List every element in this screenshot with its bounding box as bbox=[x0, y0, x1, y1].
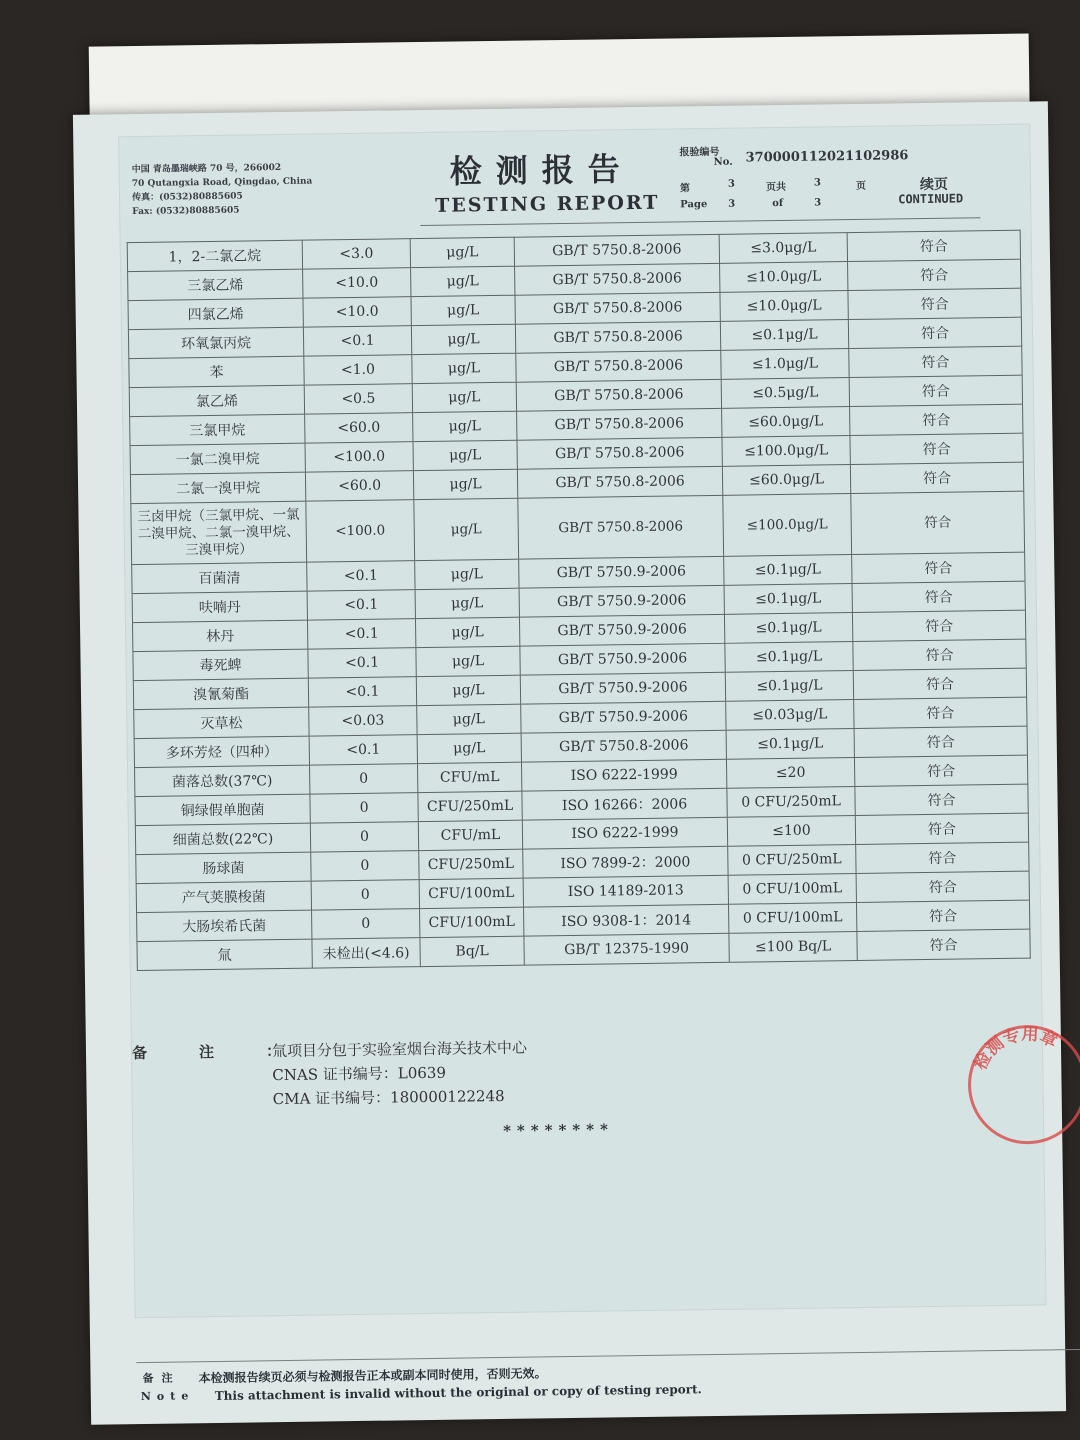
cell-limit: ≤0.1μg/L bbox=[724, 613, 852, 644]
cell-method: GB/T 5750.9-2006 bbox=[519, 556, 724, 588]
cell-item: 林丹 bbox=[132, 620, 307, 651]
cell-item: 环氧氯丙烷 bbox=[128, 327, 303, 358]
cell-verdict: 符合 bbox=[856, 842, 1029, 873]
cell-item: 苯 bbox=[129, 356, 304, 387]
cell-limit: ≤1.0μg/L bbox=[721, 349, 849, 380]
cell-method: GB/T 5750.9-2006 bbox=[521, 701, 726, 733]
total-pages-en: 3 bbox=[814, 197, 822, 209]
cell-method: GB/T 5750.8-2006 bbox=[515, 292, 720, 324]
cell-limit: ≤60.0μg/L bbox=[722, 465, 850, 496]
cell-unit: CFU/100mL bbox=[420, 907, 524, 937]
end-of-report-mark: ******** bbox=[503, 1120, 615, 1140]
footer-text-zh: 本检测报告续页必须与检测报告正本或副本同时使用，否则无效。 bbox=[198, 1366, 547, 1386]
remark-line: 氚项目分包于实验室烟台海关技术中心 bbox=[271, 1038, 528, 1061]
cell-limit: ≤0.5μg/L bbox=[721, 378, 849, 409]
cell-limit: ≤100 bbox=[727, 816, 855, 847]
cell-method: GB/T 5750.8-2006 bbox=[514, 234, 719, 266]
svg-text:检测专用章: 检测专用章 bbox=[970, 1024, 1061, 1074]
cell-unit: μg/L bbox=[411, 266, 515, 296]
cell-method: GB/T 5750.8-2006 bbox=[518, 495, 724, 559]
cell-limit: ≤100 Bq/L bbox=[729, 932, 857, 963]
cell-method: GB/T 5750.8-2006 bbox=[516, 350, 721, 382]
cell-unit: CFU/mL bbox=[417, 762, 521, 792]
cell-result: <0.1 bbox=[307, 619, 415, 650]
cell-result: 0 bbox=[310, 793, 418, 824]
cell-limit: ≤0.1μg/L bbox=[724, 555, 852, 586]
cell-verdict: 符合 bbox=[849, 346, 1022, 377]
cell-item: 溴氰菊酯 bbox=[133, 678, 308, 709]
cell-verdict: 符合 bbox=[850, 462, 1023, 493]
cell-item: 一氯二溴甲烷 bbox=[130, 443, 305, 474]
cell-unit: μg/L bbox=[412, 353, 516, 383]
cell-unit: μg/L bbox=[416, 675, 520, 705]
cell-result: 0 bbox=[310, 764, 418, 795]
cell-result: <0.1 bbox=[307, 590, 415, 621]
cell-verdict: 符合 bbox=[848, 259, 1021, 290]
cell-method: GB/T 5750.8-2006 bbox=[521, 730, 726, 762]
address-line: 传真：(0532)80885605 bbox=[131, 191, 243, 204]
cell-unit: Bq/L bbox=[420, 936, 524, 966]
page-footer bbox=[136, 1349, 1047, 1432]
page-number: 3 bbox=[727, 178, 735, 190]
cell-limit: ≤0.03μg/L bbox=[726, 700, 854, 731]
cell-method: GB/T 5750.9-2006 bbox=[519, 614, 724, 646]
cell-method: ISO 16266：2006 bbox=[522, 788, 727, 820]
cell-item: 氯乙烯 bbox=[129, 385, 304, 416]
cell-verdict: 符合 bbox=[848, 288, 1021, 319]
cell-result: <100.0 bbox=[305, 442, 413, 473]
of-label-en: of bbox=[772, 197, 784, 210]
cell-unit: μg/L bbox=[416, 646, 520, 676]
report-title-en: TESTING REPORT bbox=[435, 191, 660, 217]
cell-limit: ≤10.0μg/L bbox=[720, 262, 848, 293]
cell-item: 1，2-二氯乙烷 bbox=[127, 240, 302, 271]
cell-item: 毒死蜱 bbox=[133, 649, 308, 680]
cell-item: 菌落总数(37℃) bbox=[135, 765, 310, 796]
cell-limit: 0 CFU/100mL bbox=[728, 903, 856, 934]
remark-line: CMA 证书编号：180000122248 bbox=[272, 1086, 505, 1109]
cell-verdict: 符合 bbox=[856, 871, 1029, 902]
report-no-label-en: No. bbox=[713, 156, 733, 168]
footer-label-en: Note bbox=[140, 1389, 195, 1404]
cell-method: GB/T 5750.8-2006 bbox=[517, 466, 722, 498]
cell-item: 灭草松 bbox=[134, 707, 309, 738]
cell-unit: μg/L bbox=[415, 559, 519, 589]
cell-result: <0.1 bbox=[303, 326, 411, 357]
cell-result: <0.1 bbox=[308, 648, 416, 679]
cell-item: 呋喃丹 bbox=[132, 591, 307, 622]
cell-result: <0.1 bbox=[308, 677, 416, 708]
footer-label-zh: 备注 bbox=[142, 1371, 181, 1386]
lab-address bbox=[132, 161, 313, 220]
cell-item: 产气荚膜梭菌 bbox=[136, 881, 311, 912]
cell-result: 未检出(<4.6) bbox=[312, 938, 420, 969]
report-no-label-zh: 报验编号 bbox=[679, 146, 720, 159]
cell-method: ISO 9308-1：2014 bbox=[524, 904, 729, 936]
cell-method: GB/T 5750.8-2006 bbox=[515, 321, 720, 353]
cell-method: GB/T 5750.8-2006 bbox=[516, 379, 721, 411]
cell-result: 0 bbox=[312, 909, 420, 940]
page-info-en bbox=[680, 191, 1025, 211]
cell-item: 三卤甲烷（三氯甲烷、一氯二溴甲烷、二氯一溴甲烷、三溴甲烷） bbox=[131, 501, 307, 564]
address-line: Fax: (0532)80885605 bbox=[132, 205, 240, 218]
official-seal-icon bbox=[962, 1019, 1080, 1151]
cell-item: 百菌清 bbox=[132, 562, 307, 593]
cell-verdict: 符合 bbox=[856, 900, 1029, 931]
cell-item: 氚 bbox=[137, 939, 312, 970]
cell-result: <60.0 bbox=[305, 413, 413, 444]
cell-result: <1.0 bbox=[304, 355, 412, 386]
cell-result: 0 bbox=[311, 880, 419, 911]
cell-method: ISO 7899-2：2000 bbox=[523, 846, 728, 878]
cell-method: GB/T 5750.8-2006 bbox=[515, 263, 720, 295]
cell-method: GB/T 5750.9-2006 bbox=[519, 585, 724, 617]
cell-verdict: 符合 bbox=[857, 929, 1030, 960]
cell-limit: ≤0.1μg/L bbox=[725, 642, 853, 673]
cell-limit: ≤0.1μg/L bbox=[725, 671, 853, 702]
cell-unit: μg/L bbox=[413, 411, 517, 441]
cell-verdict: 符合 bbox=[850, 433, 1023, 464]
cell-verdict: 符合 bbox=[853, 668, 1026, 699]
cell-unit: μg/L bbox=[414, 498, 519, 560]
cell-method: ISO 14189-2013 bbox=[523, 875, 728, 907]
cell-unit: μg/L bbox=[417, 733, 521, 763]
address-line: 70 Qutangxia Road, Qingdao, China bbox=[131, 176, 313, 190]
cell-verdict: 符合 bbox=[852, 581, 1025, 612]
cell-limit: ≤0.1μg/L bbox=[720, 320, 848, 351]
cell-item: 细菌总数(22℃) bbox=[135, 823, 310, 854]
cell-result: 0 bbox=[310, 822, 418, 853]
cell-limit: ≤10.0μg/L bbox=[720, 291, 848, 322]
cell-limit: ≤3.0μg/L bbox=[719, 233, 847, 264]
cell-unit: CFU/mL bbox=[418, 820, 522, 850]
cell-verdict: 符合 bbox=[853, 639, 1026, 670]
remark-line: CNAS 证书编号：L0639 bbox=[272, 1063, 447, 1085]
cell-limit: ≤0.1μg/L bbox=[724, 584, 852, 615]
cell-limit: ≤60.0μg/L bbox=[722, 407, 850, 438]
cell-result: <0.03 bbox=[309, 706, 417, 737]
cell-unit: μg/L bbox=[417, 704, 521, 734]
report-title-zh: 检测报告 bbox=[449, 150, 634, 191]
cell-item: 铜绿假单胞菌 bbox=[135, 794, 310, 825]
remarks-label: 备注： bbox=[131, 1041, 334, 1063]
cell-limit: 0 CFU/250mL bbox=[728, 845, 856, 876]
results-table bbox=[127, 230, 1031, 971]
cell-item: 大肠埃希氏菌 bbox=[137, 910, 312, 941]
cell-verdict: 符合 bbox=[854, 697, 1027, 728]
cell-verdict: 符合 bbox=[850, 404, 1023, 435]
total-label-zh: 页共 bbox=[765, 181, 787, 194]
page-info-zh bbox=[679, 175, 1025, 195]
cell-result: <0.1 bbox=[309, 735, 417, 766]
cell-item: 肠球菌 bbox=[136, 852, 311, 883]
total-pages: 3 bbox=[813, 177, 821, 189]
cell-result: <0.5 bbox=[304, 384, 412, 415]
cell-verdict: 符合 bbox=[855, 813, 1028, 844]
cell-result: <0.1 bbox=[307, 561, 415, 592]
cell-limit: ≤100.0μg/L bbox=[722, 436, 850, 467]
cell-limit: 0 CFU/250mL bbox=[727, 787, 855, 818]
address-line: 中国 青岛墨瑞峡路 70 号，266002 bbox=[131, 162, 282, 176]
cell-verdict: 符合 bbox=[852, 610, 1025, 641]
cell-item: 三氯甲烷 bbox=[130, 414, 305, 445]
cell-item: 四氯乙烯 bbox=[128, 298, 303, 329]
page-label-en: Page bbox=[680, 199, 708, 211]
report-meta bbox=[679, 139, 1024, 211]
header-rule bbox=[420, 217, 980, 226]
cell-method: GB/T 5750.8-2006 bbox=[517, 408, 722, 440]
cell-unit: CFU/250mL bbox=[418, 791, 522, 821]
cell-unit: CFU/250mL bbox=[419, 849, 523, 879]
cell-result: <100.0 bbox=[306, 500, 415, 563]
cell-limit: ≤100.0μg/L bbox=[723, 494, 852, 557]
cell-result: <10.0 bbox=[303, 297, 411, 328]
cell-result: <10.0 bbox=[303, 268, 411, 299]
cell-method: GB/T 5750.9-2006 bbox=[520, 643, 725, 675]
footer-text-en: This attachment is invalid without the original or copy of testing report. bbox=[214, 1382, 702, 1404]
cell-unit: μg/L bbox=[413, 440, 517, 470]
cell-limit: ≤0.1μg/L bbox=[726, 729, 854, 760]
continued-zh: 续页 bbox=[919, 176, 949, 194]
report-header bbox=[119, 125, 1030, 233]
report-body bbox=[118, 124, 1061, 1404]
cell-verdict: 符合 bbox=[849, 375, 1022, 406]
page-label-zh: 第 bbox=[679, 183, 691, 195]
cell-result: <3.0 bbox=[302, 239, 410, 270]
page-unit-zh: 页 bbox=[855, 180, 867, 192]
report-page bbox=[73, 101, 1066, 1424]
cell-method: GB/T 5750.9-2006 bbox=[520, 672, 725, 704]
cell-verdict: 符合 bbox=[851, 491, 1025, 554]
footer-rule bbox=[136, 1349, 1080, 1363]
page-number-en: 3 bbox=[728, 198, 736, 210]
cell-unit: μg/L bbox=[415, 588, 519, 618]
cell-limit: 0 CFU/100mL bbox=[728, 874, 856, 905]
cell-verdict: 符合 bbox=[854, 726, 1027, 757]
cell-unit: μg/L bbox=[413, 469, 517, 499]
cell-verdict: 符合 bbox=[847, 230, 1020, 261]
cell-unit: μg/L bbox=[410, 237, 514, 267]
cell-unit: μg/L bbox=[412, 382, 516, 412]
cell-item: 多环芳烃（四种） bbox=[134, 736, 309, 767]
cell-verdict: 符合 bbox=[852, 552, 1025, 583]
cell-unit: μg/L bbox=[415, 617, 519, 647]
cell-method: ISO 6222-1999 bbox=[521, 759, 726, 791]
cell-item: 二氯一溴甲烷 bbox=[130, 472, 305, 503]
cell-unit: CFU/100mL bbox=[419, 878, 523, 908]
report-number: 370000112021102986 bbox=[745, 148, 909, 166]
continued-en: CONTINUED bbox=[898, 191, 964, 207]
cell-limit: ≤20 bbox=[726, 758, 854, 789]
cell-verdict: 符合 bbox=[854, 755, 1027, 786]
cell-result: 0 bbox=[311, 851, 419, 882]
cell-item: 三氯乙烯 bbox=[128, 269, 303, 300]
cell-verdict: 符合 bbox=[855, 784, 1028, 815]
cell-verdict: 符合 bbox=[848, 317, 1021, 348]
cell-result: <60.0 bbox=[305, 471, 413, 502]
cell-method: GB/T 12375-1990 bbox=[524, 933, 729, 965]
cell-unit: μg/L bbox=[411, 324, 515, 354]
cell-method: ISO 6222-1999 bbox=[522, 817, 727, 849]
cell-method: GB/T 5750.8-2006 bbox=[517, 437, 722, 469]
cell-unit: μg/L bbox=[411, 295, 515, 325]
